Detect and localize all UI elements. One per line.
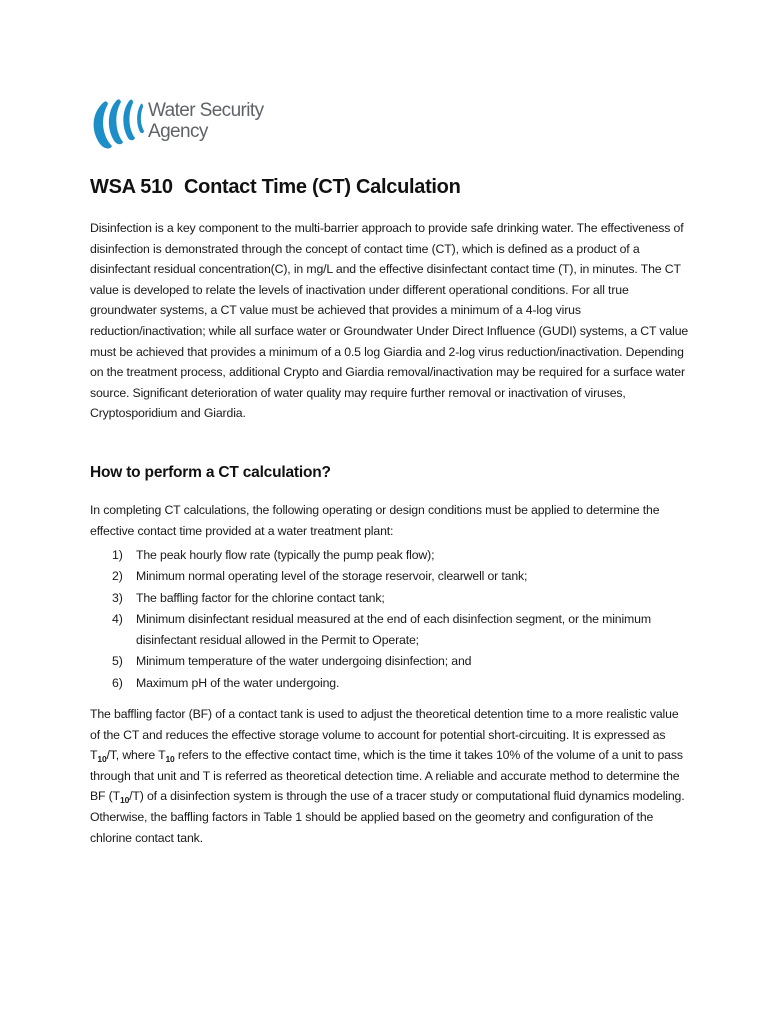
section-heading: How to perform a CT calculation? <box>90 464 331 481</box>
list-item-text: Minimum disinfectant residual measured at the end of each disinfection segment, or the minimum disinfectant residual allowed in the Permit to Operate; <box>136 611 651 648</box>
list-item <box>90 588 690 609</box>
baffling-text-3: refers to the effective contact time, which is the time it takes 10% of the volume of a unit to pass through that unit and T is referred as theoretical detection time. A reliable and accurate method to determine the BF (T <box>90 748 683 804</box>
list-item <box>90 566 690 587</box>
water-drop-logo-icon <box>90 96 146 152</box>
list-item-number: 3) <box>112 590 123 605</box>
baffling-text-1: The baffling factor (BF) of a contact tank is used to adjust the theoretical detention time to a more realistic value of the CT and reduces the effective storage volume to account for potential short-circuiting. It is expressed as T <box>90 707 679 763</box>
section-lead-paragraph: In completing CT calculations, the following operating or design conditions must be applied to determine the effective contact time provided at a water treatment plant: <box>90 503 660 538</box>
list-item-number: 6) <box>112 675 123 690</box>
water-security-agency-logo <box>90 96 270 152</box>
logo-text-line2: Agency <box>148 121 208 142</box>
list-item <box>90 673 690 694</box>
list-item-number: 5) <box>112 654 123 669</box>
list-item-number: 2) <box>112 569 123 584</box>
document-title <box>90 176 461 199</box>
list-item-text: Minimum temperature of the water undergoing disinfection; and <box>136 654 472 669</box>
list-item <box>90 545 690 566</box>
baffling-text-2: /T, where T <box>106 748 166 763</box>
subscript-10: 10 <box>165 754 175 765</box>
list-item-text: Minimum normal operating level of the storage reservoir, clearwell or tank; <box>136 569 528 584</box>
logo-text-line1: Water Security <box>148 100 264 121</box>
baffling-factor-paragraph <box>90 704 690 848</box>
list-item <box>90 609 690 652</box>
title-text: Contact Time (CT) Calculation <box>184 176 461 198</box>
list-item-number: 4) <box>112 611 123 626</box>
baffling-text-4: /T) of a disinfection system is through the use of a tracer study or computational fluid dynamics modeling. Otherwise, the baffling factors in Table 1 should be applied based on the geometry and configuration of the chlorine contact tank. <box>90 789 685 845</box>
list-item-text: The peak hourly flow rate (typically the pump peak flow); <box>136 548 435 562</box>
intro-paragraph: Disinfection is a key component to the multi-barrier approach to provide safe drinking water. The effectiveness of disinfection is demonstrated through the concept of contact time (CT), which is defined as a product of a disinfectant residual concentration(C), in mg/L and the effective disinfectant contact time (T), in minutes. The CT value is developed to relate the levels of inactivation under different operational conditions. For all true groundwater systems, a CT value must be achieved that provides a minimum of a 4-log virus reduction/inactivation; while all surface water or Groundwater Under Direct Influence (GUDI) systems, a CT value must be achieved that provides a minimum of a 0.5 log Giardia and 2-log virus reduction/inactivation. Depending on the treatment process, additional Crypto and Giardia removal/inactivation may be required for a surface water source. Significant deterioration of water quality may require further removal or inactivation of viruses, Cryptosporidium and Giardia. <box>90 221 689 421</box>
list-item-text: The baffling factor for the chlorine contact tank; <box>136 590 385 605</box>
list-item-number: 1) <box>112 548 123 562</box>
subscript-10: 10 <box>97 754 107 765</box>
list-item-text: Maximum pH of the water undergoing. <box>136 675 340 690</box>
conditions-list <box>90 545 690 694</box>
title-code: WSA 510 <box>90 176 173 198</box>
list-item <box>90 651 690 672</box>
subscript-10: 10 <box>120 795 130 806</box>
